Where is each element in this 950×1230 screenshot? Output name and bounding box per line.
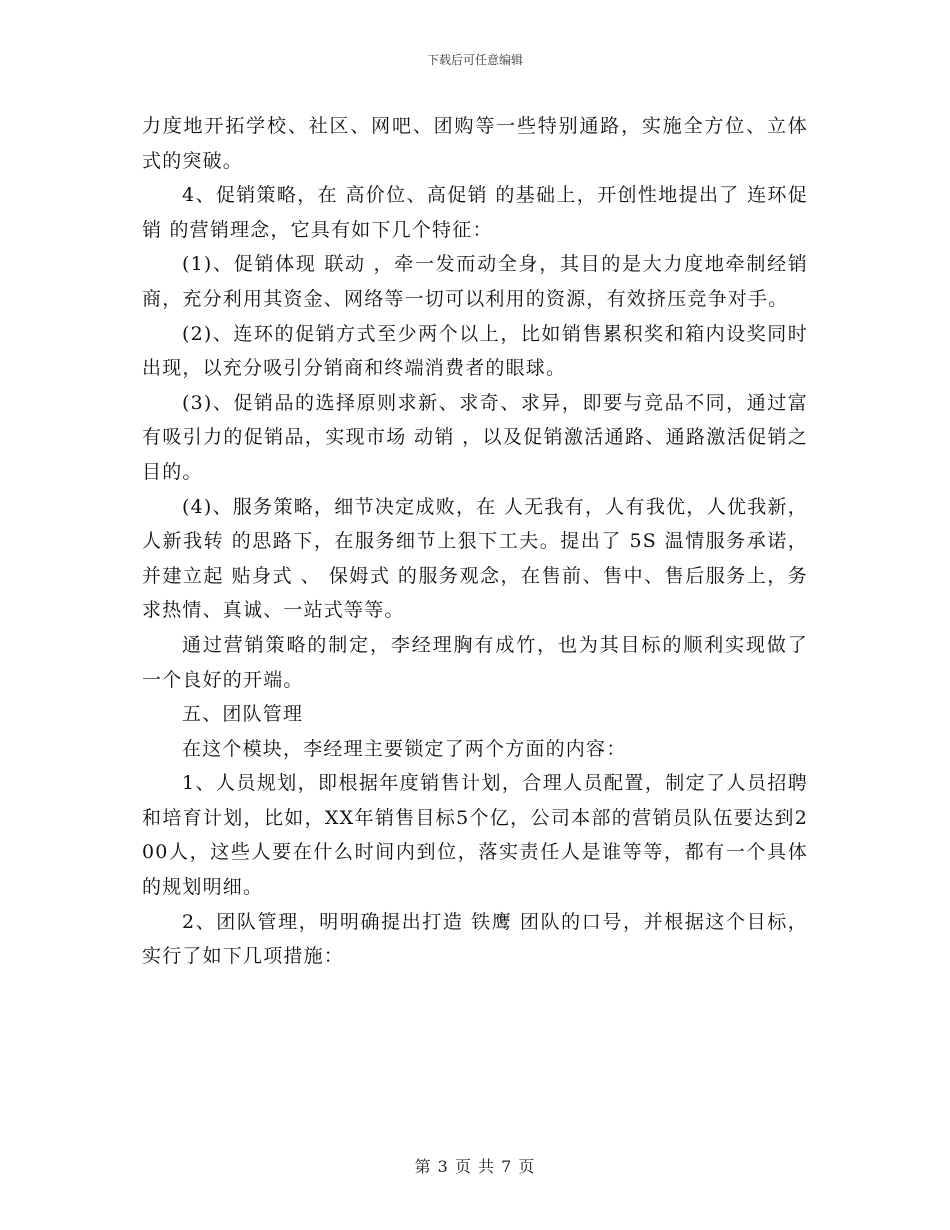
paragraph: 通过营销策略的制定，李经理胸有成竹，也为其目标的顺利实现做了一个良好的开端。 [142,633,808,691]
page-header-note: 下载后可任意编辑 [426,53,523,67]
paragraph: (4)、服务策略，细节决定成败，在 人无我有，人有我优，人优我新，人新我转 的思路下，在服务细节上狠下工夫。提出了 5S 温情服务承诺，并建立起 贴身式 、 保姆式 的服务观念，在售前、售中、售后服务上，务求热情、真诚、一站式等等。 [142,495,808,622]
paragraph: 在这个模块，李经理主要锁定了两个方面的内容： [182,737,627,760]
paragraph: 1、人员规划，即根据年度销售计划，合理人员配置，制定了人员招聘和培育计划，比如，XX年销售目标5个亿，公司本部的营销员队伍要达到200人，这些人要在什么时间内到位，落实责任人是谁等等，都有一个具体的规划明细。 [142,772,808,899]
paragraph: 力度地开拓学校、社区、网吧、团购等一些特别通路，实施全方位、立体式的突破。 [142,115,808,172]
section-heading: 五、团队管理 [182,703,304,726]
paragraph: (1)、促销体现 联动 ，牵一发而动全身，其目的是大力度地牵制经销商，充分利用其资金、网络等一切可以利用的资源，有效挤压竞争对手。 [142,253,808,310]
paragraph: (2)、连环的促销方式至少两个以上，比如销售累积奖和箱内设奖同时出现，以充分吸引分销商和终端消费者的眼球。 [142,322,808,380]
paragraph: 2、团队管理，明明确提出打造 铁鹰 团队的口号，并根据这个目标，实行了如下几项措施： [142,910,808,968]
page-number: 第 3 页 共 7 页 [414,1157,536,1176]
document-body [142,109,808,974]
paragraph: (3)、促销品的选择原则求新、求奇、求异，即要与竞品不同，通过富有吸引力的促销品，实现市场 动销 ，以及促销激活通路、通路激活促销之目的。 [142,391,808,483]
paragraph: 4、促销策略，在 高价位、高促销 的基础上，开创性地提出了 连环促销 的营销理念，它具有如下几个特征： [142,184,808,241]
